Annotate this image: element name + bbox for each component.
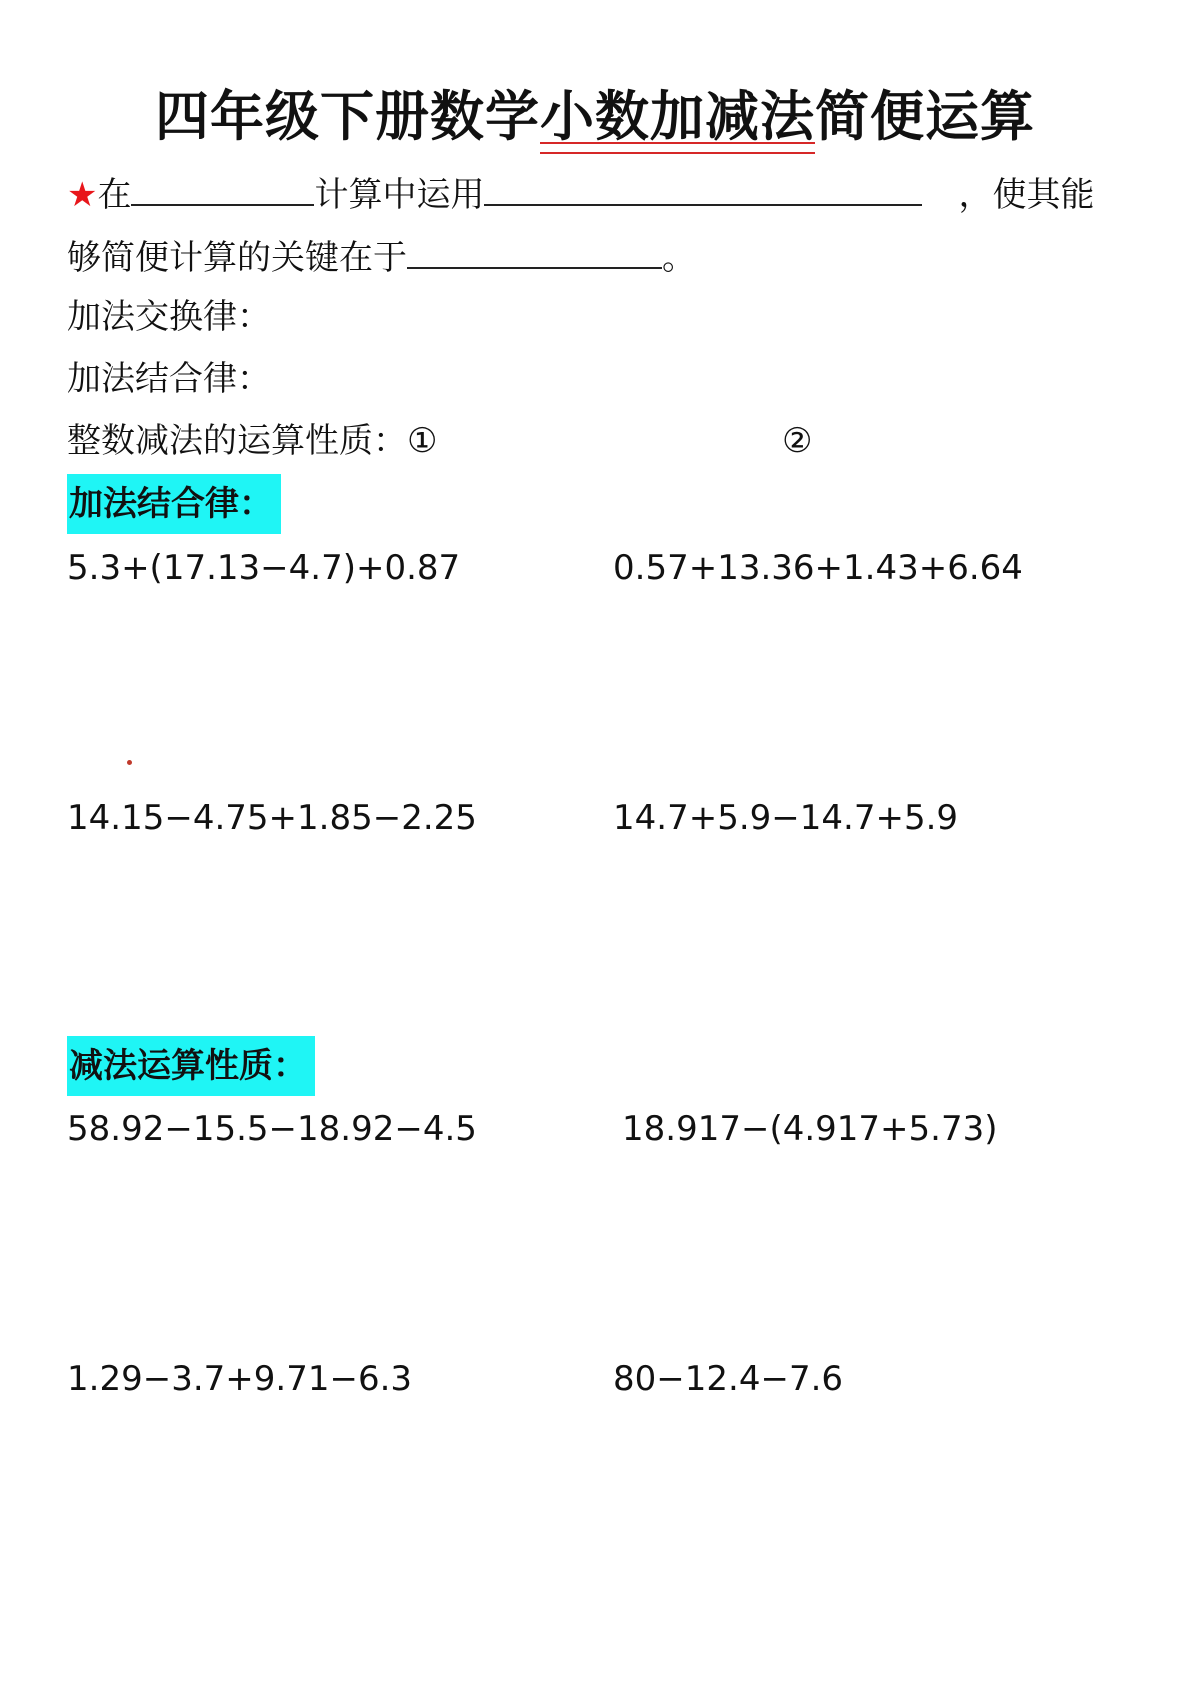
title-part-2: 小数加减法 — [540, 85, 815, 148]
title-part-1: 四年级下册数学 — [155, 85, 540, 148]
star-icon: ★ — [67, 175, 98, 215]
page-title — [0, 82, 1190, 152]
intro-line-2 — [67, 233, 696, 281]
problem-5: 58.92−15.5−18.92−4.5 — [67, 1109, 477, 1149]
fill-blank-3[interactable] — [407, 233, 662, 269]
intro-text-5: 。 — [662, 238, 696, 278]
title-double-underline — [540, 142, 815, 154]
problem-6: 18.917−(4.917+5.73) — [622, 1109, 998, 1149]
problem-1: 5.3+(17.13−4.7)+0.87 — [67, 548, 461, 588]
section-heading-associative: 加法结合律： — [67, 474, 281, 534]
intro-text-3: ，使其能 — [958, 175, 1095, 215]
problem-4: 14.7+5.9−14.7+5.9 — [613, 798, 959, 838]
commutative-law-label: 加法交换律： — [67, 297, 271, 337]
associative-law-label: 加法结合律： — [67, 359, 271, 399]
problem-3: 14.15−4.75+1.85−2.25 — [67, 798, 477, 838]
problem-2: 0.57+13.36+1.43+6.64 — [613, 548, 1023, 588]
intro-text-1: 在 — [97, 175, 132, 215]
fill-blank-1[interactable] — [131, 170, 314, 206]
intro-text-4: 够简便计算的关键在于 — [67, 238, 407, 278]
intro-text-2: 计算中运用 — [314, 175, 485, 215]
section-heading-subtraction: 减法运算性质： — [67, 1036, 315, 1096]
problem-7: 1.29−3.7+9.71−6.3 — [67, 1359, 413, 1399]
subtraction-property-item-2: ② — [782, 421, 813, 461]
subtraction-property-label: 整数减法的运算性质：① — [67, 421, 438, 461]
stray-dot — [127, 760, 132, 765]
intro-line-1 — [67, 170, 1094, 218]
fill-blank-2[interactable] — [484, 170, 922, 206]
problem-8: 80−12.4−7.6 — [613, 1359, 844, 1399]
title-underlined-part — [540, 82, 815, 152]
title-part-3: 简便运算 — [815, 85, 1035, 148]
